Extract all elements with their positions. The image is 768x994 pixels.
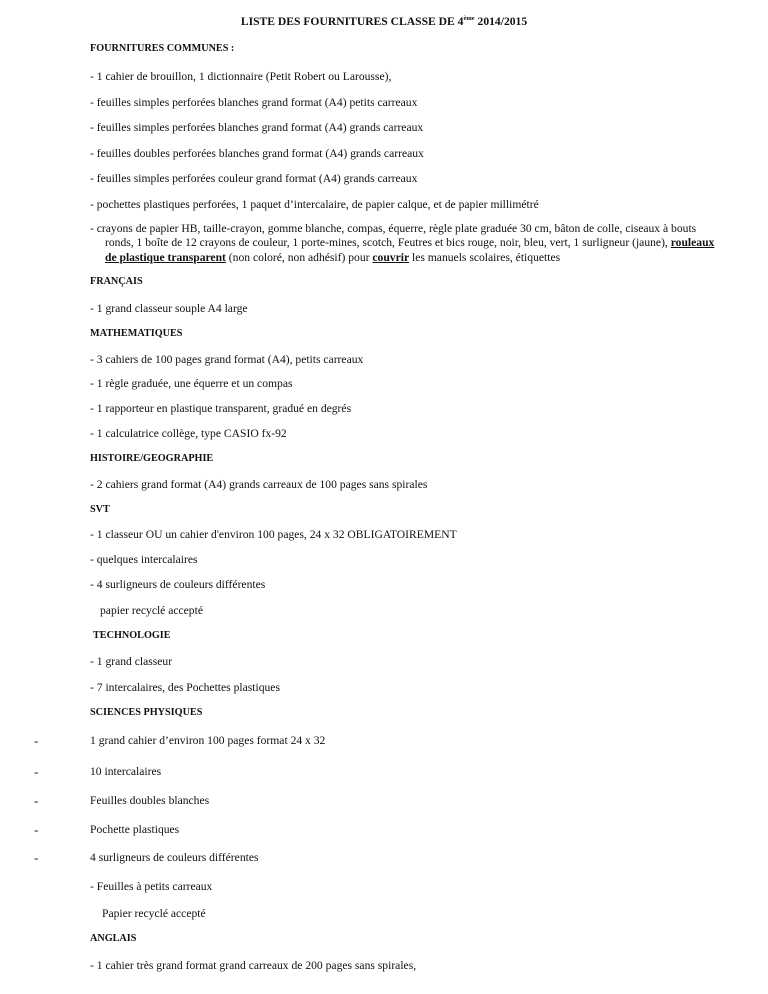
bullet-dash: - [34,733,39,748]
list-item: Pochette plastiques [90,823,180,836]
section-heading-histoire: HISTOIRE/GEOGRAPHIE [90,453,214,464]
list-item: - 2 cahiers grand format (A4) grands carreaux de 100 pages sans spirales [90,478,428,491]
section-heading-francais: FRANÇAIS [90,276,143,287]
list-item: - feuilles simples perforées couleur grand format (A4) grands carreaux [90,172,418,185]
note-text: papier recyclé accepté [100,604,203,617]
list-item: 4 surligneurs de couleurs différentes [90,851,259,864]
list-item: - feuilles doubles perforées blanches grand format (A4) grands carreaux [90,147,424,160]
section-heading-physique: SCIENCES PHYSIQUES [90,707,203,718]
section-heading-communes: FOURNITURES COMMUNES : [90,43,235,54]
list-item: - 1 cahier très grand format grand carreaux de 200 pages sans spirales, [90,959,417,972]
bullet-dash: - [34,793,39,808]
section-heading-maths: MATHEMATIQUES [90,328,183,339]
bullet-dash: - [34,764,39,779]
page-title: LISTE DES FOURNITURES CLASSE DE 4ème 2014/2015 [240,15,528,28]
list-item: - quelques intercalaires [90,553,198,566]
list-item: - 3 cahiers de 100 pages grand format (A4), petits carreaux [90,353,364,366]
list-item: - 1 cahier de brouillon, 1 dictionnaire (Petit Robert ou Larousse), [90,70,392,83]
list-item: - pochettes plastiques perforées, 1 paquet d’intercalaire, de papier calque, et de papier millimétré [90,198,539,211]
list-item: - feuilles simples perforées blanches grand format (A4) grands carreaux [90,121,424,134]
list-item: Feuilles doubles blanches [90,794,210,807]
section-heading-technologie: TECHNOLOGIE [93,630,171,641]
list-item: - 4 surligneurs de couleurs différentes [90,578,266,591]
list-item: - 7 intercalaires, des Pochettes plastiques [90,681,280,694]
list-item: - 1 grand classeur souple A4 large [90,302,248,315]
list-item: 1 grand cahier d’environ 100 pages format 24 x 32 [90,734,326,747]
list-item: - feuilles simples perforées blanches grand format (A4) petits carreaux [90,96,418,109]
list-item-long: - crayons de papier HB, taille-crayon, gomme blanche, compas, équerre, règle plate graduée 30 cm, bâton de colle, ciseaux à bouts ronds, 1 boîte de 12 crayons de couleur, 1 porte-mines, scotch, Feutres et bics rouge, noir, bleu, vert, 1 surligneur (jaune), rouleaux de plastique transparent (non coloré, non adhésif) pour couvrir les manuels scolaires, étiquettes [90,222,715,264]
section-heading-svt: SVT [90,504,110,515]
list-item: - 1 grand classeur [90,655,173,668]
bullet-dash: - [34,822,39,837]
note-text: Papier recyclé accepté [102,907,206,920]
list-item: - 1 rapporteur en plastique transparent, gradué en degrés [90,402,352,415]
list-item: - 1 calculatrice collège, type CASIO fx-92 [90,427,287,440]
list-item: - Feuilles à petits carreaux [90,880,213,893]
bullet-dash: - [34,850,39,865]
list-item: 10 intercalaires [90,765,162,778]
section-heading-anglais: ANGLAIS [90,933,137,944]
list-item: - 1 classeur OU un cahier d'environ 100 pages, 24 x 32 OBLIGATOIREMENT [90,528,457,541]
list-item: - 1 règle graduée, une équerre et un compas [90,377,293,390]
